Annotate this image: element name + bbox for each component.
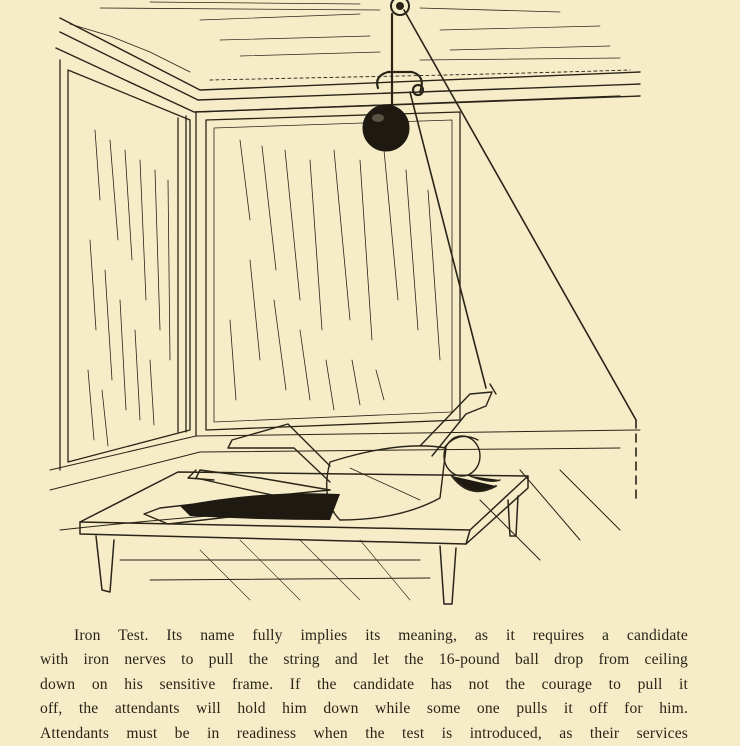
- caption-line-2: with iron nerves to pull the string and let the 16-pound ball drop from ceiling: [40, 651, 688, 669]
- caption-line-4: off, the attendants will hold him down while some one pulls it off for him.: [40, 700, 688, 718]
- ceiling-cornice: [56, 2, 640, 112]
- caption-line-1: Iron Test. Its name fully implies its meaning, as it requires a candidate: [74, 627, 688, 644]
- left-wall-hatching: [88, 130, 170, 446]
- man-figure-icon: [144, 384, 500, 524]
- back-wall: [196, 96, 620, 436]
- hanger-hook-icon: [377, 14, 423, 104]
- floor: [50, 430, 640, 600]
- caption-line-3: down on his sensitive frame. If the candidate has not the courage to pull it: [40, 675, 688, 693]
- back-wall-hatching: [230, 140, 440, 410]
- table-icon: [80, 472, 528, 604]
- caption-line-5: Attendants must be in readiness when the test is introduced, as their services: [40, 724, 688, 742]
- iron-ball-icon: [363, 105, 409, 151]
- caption-text: [40, 624, 688, 746]
- left-wall: [60, 60, 190, 470]
